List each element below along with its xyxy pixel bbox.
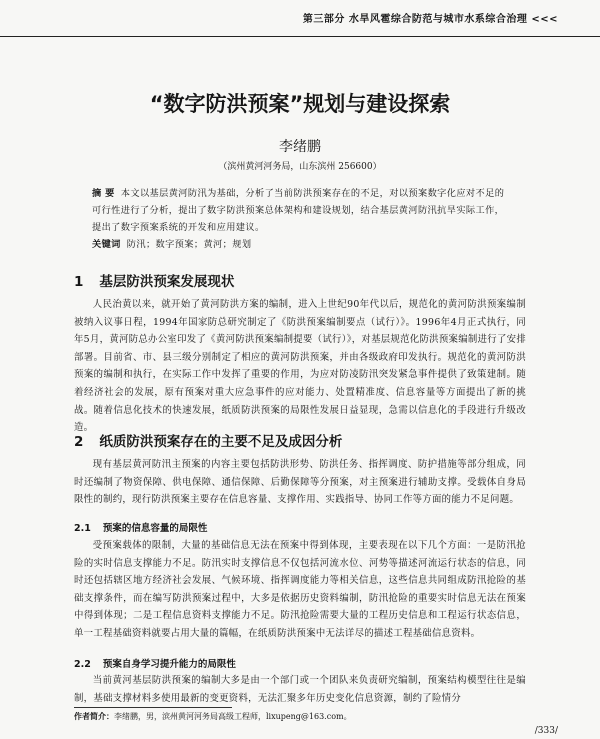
section-title: 纸质防洪预案存在的主要不足及成因分析 bbox=[99, 434, 343, 450]
subsection-heading bbox=[74, 520, 207, 534]
author-name: 李绪鹏 bbox=[279, 139, 321, 155]
section-number: 2 bbox=[74, 434, 84, 450]
footnote bbox=[74, 711, 352, 722]
paper-title: “数字防洪预案”规划与建设探索 bbox=[149, 92, 451, 116]
section-number: 1 bbox=[74, 274, 84, 290]
abstract-text: 本文以基层黄河防汛为基础，分析了当前防洪预案存在的不足，对以预案数字化应对不足的可行性进行了分析，提出了数字防洪预案总体架构和建设规划，结合基层黄河防汛抗旱实际工作，提出了数字预案系统的开发和应用建议。 bbox=[92, 188, 505, 233]
subsection-heading bbox=[74, 656, 236, 670]
keywords-label: 关键词 bbox=[92, 239, 121, 250]
header-text: 第三部分 水旱风雹综合防范与城市水系综合治理 <<< bbox=[302, 14, 558, 25]
abstract bbox=[92, 185, 512, 236]
author-affiliation: （滨州黄河河务局，山东滨州 256600） bbox=[218, 162, 382, 172]
subsection-title: 预案自身学习提升能力的局限性 bbox=[102, 659, 236, 670]
abstract-label: 摘 要 bbox=[92, 188, 115, 199]
body-paragraph: 人民治黄以来，就开始了黄河防洪方案的编制，进入上世纪90年代以后，规范化的黄河防洪预案编制被纳入议事日程，1994年国家防总研究制定了《防洪预案编制要点（试行）》。1996年4月正式执行，同年5月，黄河防总办公室印发了《黄河防洪预案编制提要（试行）》，对基层规范化防洪预案编制进行了安排部署。目前省、市、县三级分别制定了相应的黄河防洪预案，并由各级政府印发执行。规范化的黄河防洪预案的编制和执行，在实际工作中发挥了重要的作用，为应对防凌防汛突发紧急事件提供了致策建制。随着经济社会的发展，原有预案对重大应急事件的应对能力、处置精准度、信息容量等方面提出了新的挑战。随着信息化技术的快速发展，纸质防洪预案的局限性发展日益显现，急需以信息化的手段进行升级改造。 bbox=[74, 299, 526, 434]
footnote-text: 李绪鹏，男，滨州黄河河务局高级工程师，lixupeng@163.com。 bbox=[114, 712, 352, 721]
body-paragraph: 现有基层黄河防汛主预案的内容主要包括防洪形势、防洪任务、指挥调度、防护措施等部分组成，同时还编制了物资保障、供电保障、通信保障、后勤保障等分预案，对主预案进行辅助支撑。受载体自身局限性的制约，现行防洪预案主要存在信息容量、支撑作用、实践指导、协同工作等方面的能力不足问题。 bbox=[74, 459, 526, 506]
section-heading bbox=[74, 430, 342, 450]
body-paragraph: 当前黄河基层防洪预案的编制大多是由一个部门或一个团队来负责研究编制，预案结构模型往往是编制，基础支撑材料多使用最新的变更资料，无法汇聚多年历史变化信息资源，制约了险情分 bbox=[74, 675, 526, 704]
subsection-title: 预案的信息容量的局限性 bbox=[102, 523, 208, 534]
subsection-number: 2.1 bbox=[74, 523, 91, 534]
subsection-number: 2.2 bbox=[74, 659, 91, 670]
body-paragraph: 受预案载体的限制，大量的基础信息无法在预案中得到体现，主要表现在以下几个方面：一是防汛抢险的实时信息支撑能力不足。防汛实时支撑信息不仅包括河流水位、河势等描述河流运行状态的信息，同时还包括辖区地方经济社会发展、气候环境、指挥调度能力等相关信息，这些信息共同组成防汛抢险的基础支撑条件，而在编写防洪预案过程中，大多是依据历史资料编制，防汛抢险的重要实时信息无法在预案中得到体现；二是工程信息资料支撑能力不足。防汛抢险需要大量的工程历史信息和工程运行状态信息，单一工程基础资料就要占用大量的篇幅，在纸质防洪预案中无法详尽的描述工程基础信息资料。 bbox=[74, 540, 526, 639]
page-number: /333/ bbox=[534, 726, 558, 736]
section-title: 基层防洪预案发展现状 bbox=[99, 274, 235, 290]
keywords bbox=[92, 236, 251, 250]
footnote-label: 作者简介： bbox=[74, 712, 114, 721]
section-heading bbox=[74, 270, 234, 290]
running-header bbox=[0, 0, 600, 37]
keywords-text: 防汛；数字预案；黄河；规划 bbox=[126, 239, 252, 250]
footnote-divider bbox=[74, 707, 232, 708]
